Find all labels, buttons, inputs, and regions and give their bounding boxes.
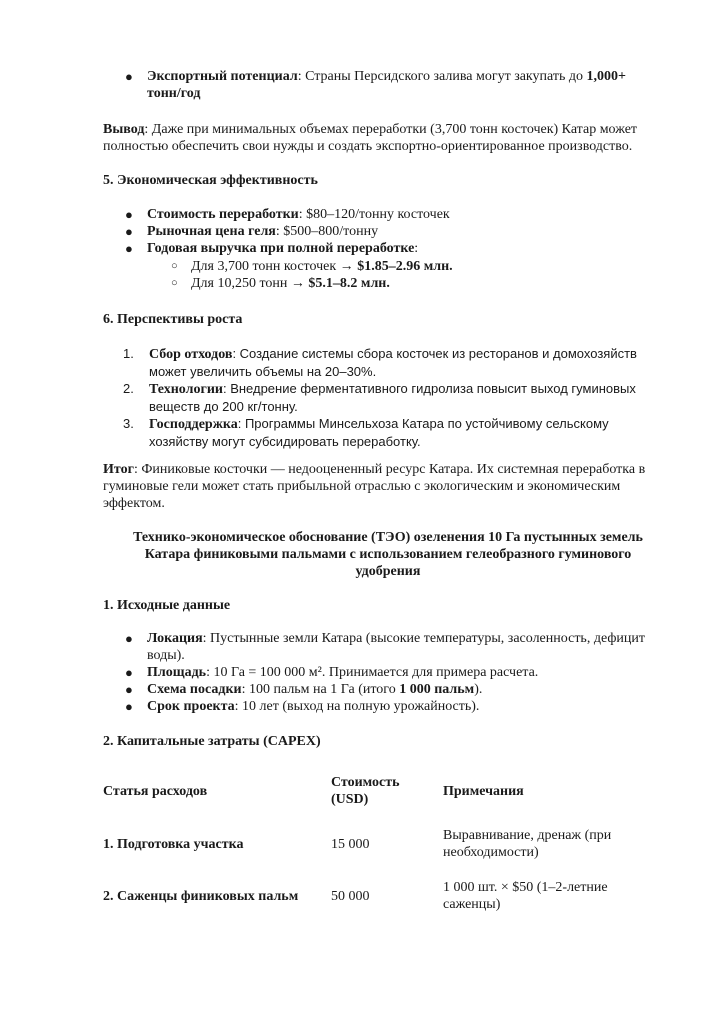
bullet-icon: ● <box>125 699 133 714</box>
subitem-text: Для 3,700 тонн косточек → <box>191 259 358 274</box>
item-label: Стоимость переработки <box>147 207 299 222</box>
bullet-icon: ● <box>125 69 133 84</box>
conclusion-line2: полностью обеспечить свои нужды и создать экспортно-ориентированное производство. <box>103 139 633 154</box>
section6-list <box>103 345 673 450</box>
table-cell <box>443 826 673 862</box>
summary-paragraph <box>103 461 683 512</box>
item-line1: : Создание системы сбора косточек из ресторанов и домохозяйств <box>232 346 637 361</box>
item-line1: : Программы Минсельхоза Катара по устойчивому сельскому <box>237 416 609 431</box>
item-text: : $500–800/тонну <box>275 224 379 239</box>
item-label: Господдержка <box>149 417 238 432</box>
table-row <box>103 878 673 914</box>
export-list <box>103 68 673 102</box>
bullet-icon: ● <box>125 631 133 646</box>
item-line1: : Внедрение ферментативного гидролиза повысит выход гуминовых <box>222 381 636 396</box>
section1-heading: 1. Исходные данные <box>103 598 231 613</box>
table-cell: 15 000 <box>331 836 370 852</box>
header-cell: Примечания <box>443 783 524 799</box>
item-label: Годовая выручка при полной переработке <box>147 241 415 256</box>
item-line2: хозяйству могут субсидировать переработку. <box>149 434 421 449</box>
note-line2: саженцы) <box>443 897 501 912</box>
item-label: Технологии <box>149 382 223 397</box>
header-cost-line2: (USD) <box>331 792 369 807</box>
item-text: : 10 Га = 100 000 м². Принимается для примера расчета. <box>206 665 539 680</box>
sublist-item <box>103 258 673 275</box>
note-line2: необходимости) <box>443 845 539 860</box>
section6-heading: 6. Перспективы роста <box>103 312 243 327</box>
item-label: Сбор отходов <box>149 347 233 362</box>
bullet-icon: ● <box>125 665 133 680</box>
conclusion-label: Вывод <box>103 122 145 137</box>
subitem-bold: $5.1–8.2 млн. <box>308 276 390 291</box>
circle-bullet-icon: ○ <box>171 277 178 289</box>
title-line1: Технико-экономическое обоснование (ТЭО) озеленения 10 Га пустынных земель <box>133 530 643 545</box>
list-item <box>103 630 673 664</box>
list-item <box>103 240 673 257</box>
table-cell <box>443 878 673 914</box>
capex-table <box>103 772 673 914</box>
bullet-icon: ● <box>125 241 133 256</box>
item-text: : <box>414 241 419 256</box>
sublist-item <box>103 275 673 292</box>
numbered-item <box>103 345 673 380</box>
table-header-row <box>103 772 673 810</box>
item-text-line2: тонн/год <box>147 86 201 101</box>
table-cell: 2. Саженцы финиковых пальм <box>103 888 299 904</box>
item-text: : $80–120/тонну косточек <box>298 207 450 222</box>
conclusion-line1: : Даже при минимальных объемах переработки (3,700 тонн косточек) Катар может <box>144 122 638 137</box>
note-line1: 1 000 шт. × $50 (1–2-летние <box>443 880 608 895</box>
title-line3: удобрения <box>355 564 421 579</box>
conclusion-paragraph <box>103 121 683 155</box>
header-cell <box>331 772 443 810</box>
note-line1: Выравнивание, дренаж (при <box>443 828 612 843</box>
item-bold-value: 1,000+ <box>586 69 626 84</box>
item-text: : 100 пальм на 1 Га (итого <box>241 682 400 697</box>
item-text: : 10 лет (выход на полную урожайность). <box>234 699 480 714</box>
item-line2: веществ до 200 кг/тонну. <box>149 399 298 414</box>
summary-line1: : Финиковые косточки — недооцененный ресурс Катара. Их системная переработка в <box>133 462 646 477</box>
item-line2: воды). <box>147 648 185 663</box>
bullet-icon: ● <box>125 224 133 239</box>
list-item <box>103 68 673 102</box>
bullet-icon: ● <box>125 682 133 697</box>
item-text: : Страны Персидского залива могут закупать до <box>297 69 587 84</box>
section5-sublist <box>103 258 673 292</box>
subitem-text: Для 10,250 тонн → <box>191 276 309 291</box>
item-number: 1. <box>123 346 134 361</box>
title-line2: Катара финиковыми пальмами с использованием гелеобразного гуминового <box>144 547 632 562</box>
table-row <box>103 826 673 862</box>
header-cost-line1: Стоимость <box>331 775 400 790</box>
item-tail: ). <box>474 682 483 697</box>
list-item <box>103 223 673 240</box>
table-cell: 50 000 <box>331 888 370 904</box>
item-label: Рыночная цена геля <box>147 224 276 239</box>
item-label: Экспортный потенциал <box>147 69 298 84</box>
subitem-bold: $1.85–2.96 млн. <box>357 259 453 274</box>
header-cell: Статья расходов <box>103 783 208 799</box>
numbered-item <box>103 380 673 415</box>
numbered-item <box>103 415 673 450</box>
summary-label: Итог <box>103 462 134 477</box>
list-item <box>103 206 673 223</box>
item-label: Срок проекта <box>147 699 235 714</box>
summary-line2: гуминовые гели может стать прибыльной отраслью с экологическим и экономическим <box>103 479 621 494</box>
section1-list <box>103 630 673 715</box>
item-number: 2. <box>123 381 134 396</box>
section2-heading: 2. Капитальные затраты (CAPEX) <box>103 734 321 749</box>
section5-heading: 5. Экономическая эффективность <box>103 173 318 188</box>
list-item <box>103 698 673 715</box>
item-line2: может увеличить объемы на 20–30%. <box>149 364 377 379</box>
document-title <box>93 529 683 580</box>
item-label: Площадь <box>147 665 207 680</box>
bullet-icon: ● <box>125 207 133 222</box>
item-label: Схема посадки <box>147 682 242 697</box>
table-cell: 1. Подготовка участка <box>103 836 244 852</box>
list-item <box>103 664 673 681</box>
circle-bullet-icon: ○ <box>171 260 178 272</box>
section5-list <box>103 206 673 257</box>
list-item <box>103 681 673 698</box>
item-number: 3. <box>123 416 134 431</box>
item-label: Локация <box>147 631 203 646</box>
item-line1: : Пустынные земли Катара (высокие температуры, засоленность, дефицит <box>202 631 645 646</box>
summary-line3: эффектом. <box>103 496 165 511</box>
item-bold: 1 000 пальм <box>399 682 475 697</box>
